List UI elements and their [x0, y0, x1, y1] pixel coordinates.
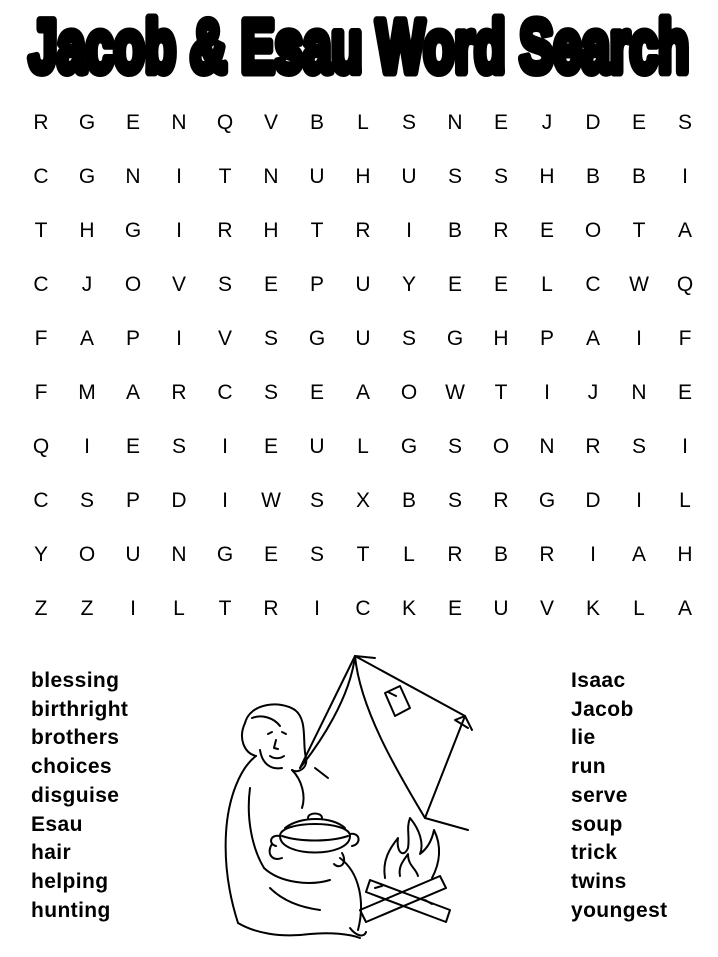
grid-letter: R [447, 543, 463, 566]
grid-letter: E [263, 273, 278, 296]
grid-letter: U [355, 327, 371, 350]
grid-letter: I [176, 219, 182, 242]
esau-figure-icon [226, 704, 366, 938]
word-list-item: brothers [31, 726, 120, 750]
grid-letter: U [401, 165, 417, 188]
grid-letter: J [541, 111, 553, 134]
grid-letter: Y [401, 273, 416, 296]
word-list-item: soup [571, 812, 623, 836]
grid-letter: T [356, 543, 370, 566]
grid-letter: J [587, 381, 599, 404]
grid-letter: B [309, 111, 324, 134]
grid-letter: G [308, 327, 326, 350]
grid-row [18, 258, 708, 312]
grid-letter: L [357, 111, 369, 134]
word-list-item: Isaac [571, 669, 626, 692]
esau-soup-campfire-illustration [210, 648, 520, 948]
grid-letter: S [217, 273, 232, 296]
grid-letter: A [585, 327, 600, 350]
grid-letter: S [493, 165, 508, 188]
grid-letter: D [585, 111, 601, 134]
grid-letter: N [125, 165, 141, 188]
word-list-item: lie [571, 726, 596, 750]
word-list-item: hair [31, 841, 72, 865]
grid-letter: F [34, 327, 48, 350]
grid-letter: S [309, 543, 324, 566]
grid-letter: A [355, 381, 370, 404]
grid-letter: P [125, 327, 140, 350]
word-list-item: disguise [31, 783, 120, 807]
grid-letter: W [261, 489, 281, 512]
word-list-item: blessing [31, 669, 120, 692]
grid-letter: R [217, 219, 233, 242]
grid-letter: S [631, 435, 646, 458]
grid-letter: X [355, 489, 370, 512]
grid-letter: E [677, 381, 692, 404]
grid-letter: B [401, 489, 416, 512]
grid-letter: I [130, 597, 136, 620]
grid-letter: T [218, 597, 232, 620]
grid-letter: R [263, 597, 279, 620]
grid-letter: V [539, 597, 554, 620]
grid-letter: S [309, 489, 324, 512]
tent-icon [300, 656, 472, 830]
campfire-icon [360, 818, 450, 922]
grid-letter: H [263, 219, 279, 242]
grid-letter: S [263, 381, 278, 404]
grid-letter: G [78, 111, 96, 134]
grid-letter: C [33, 273, 49, 296]
grid-letter: F [34, 381, 48, 404]
grid-letter: L [541, 273, 553, 296]
grid-letter: R [493, 489, 509, 512]
grid-letter: I [682, 435, 688, 458]
grid-row [18, 366, 708, 420]
grid-letter: Q [216, 111, 234, 134]
grid-letter: O [78, 543, 96, 566]
grid-letter: A [677, 597, 692, 620]
grid-letter: B [631, 165, 646, 188]
grid-letter: O [584, 219, 602, 242]
grid-letter: N [263, 165, 279, 188]
grid-letter: E [631, 111, 646, 134]
grid-row [18, 312, 708, 366]
grid-letter: Y [33, 543, 48, 566]
grid-letter: H [539, 165, 555, 188]
grid-letter: E [125, 435, 140, 458]
grid-letter: W [445, 381, 465, 404]
grid-letter: R [355, 219, 371, 242]
grid-letter: V [217, 327, 232, 350]
grid-letter: P [539, 327, 554, 350]
grid-letter: Z [34, 597, 48, 620]
grid-letter: L [403, 543, 415, 566]
grid-letter: F [678, 327, 692, 350]
grid-letter: R [171, 381, 187, 404]
grid-letter: D [171, 489, 187, 512]
grid-letter: I [314, 597, 320, 620]
word-list-right [571, 667, 668, 925]
grid-row [18, 420, 708, 474]
grid-letter: A [631, 543, 646, 566]
grid-letter: L [633, 597, 645, 620]
word-list-item: hunting [31, 898, 111, 922]
grid-letter: S [401, 111, 416, 134]
grid-letter: N [447, 111, 463, 134]
grid-letter: E [125, 111, 140, 134]
grid-letter: S [401, 327, 416, 350]
grid-letter: T [34, 219, 48, 242]
word-list-item: run [571, 755, 607, 779]
grid-letter: N [171, 543, 187, 566]
grid-letter: I [176, 327, 182, 350]
grid-letter: Q [32, 435, 50, 458]
grid-letter: U [125, 543, 141, 566]
word-list-item: Esau [31, 812, 83, 836]
grid-letter: S [447, 489, 462, 512]
grid-letter: S [447, 435, 462, 458]
grid-letter: I [636, 327, 642, 350]
grid-letter: Z [80, 597, 94, 620]
grid-letter: E [539, 219, 554, 242]
grid-letter: O [492, 435, 510, 458]
grid-letter: J [81, 273, 93, 296]
page-title [0, 0, 718, 84]
grid-letter: I [590, 543, 596, 566]
grid-letter: R [585, 435, 601, 458]
grid-letter: E [447, 597, 462, 620]
grid-row [18, 204, 708, 258]
grid-letter: Q [676, 273, 694, 296]
grid-letter: P [309, 273, 324, 296]
word-list-item: birthright [31, 697, 129, 721]
grid-row [18, 96, 708, 150]
grid-letter: P [125, 489, 140, 512]
word-list-item: choices [31, 755, 113, 779]
grid-letter: S [677, 111, 692, 134]
word-list-left [31, 667, 128, 925]
grid-letter: C [33, 489, 49, 512]
grid-row [18, 528, 708, 582]
grid-letter: E [263, 543, 278, 566]
grid-letter: B [585, 165, 600, 188]
grid-letter: E [263, 435, 278, 458]
grid-letter: M [78, 381, 96, 404]
grid-letter: W [629, 273, 649, 296]
word-list-item: Jacob [571, 697, 634, 721]
grid-letter: U [493, 597, 509, 620]
grid-letter: I [682, 165, 688, 188]
grid-letter: S [79, 489, 94, 512]
grid-row [18, 582, 708, 636]
grid-letter: N [631, 381, 647, 404]
grid-letter: I [544, 381, 550, 404]
word-list-item: twins [571, 869, 627, 893]
grid-letter: C [585, 273, 601, 296]
grid-letter: U [309, 435, 325, 458]
grid-letter: O [400, 381, 418, 404]
grid-letter: U [355, 273, 371, 296]
grid-letter: G [538, 489, 556, 512]
grid-letter: G [446, 327, 464, 350]
grid-letter: A [125, 381, 140, 404]
grid-letter: V [263, 111, 278, 134]
grid-letter: G [78, 165, 96, 188]
grid-letter: I [84, 435, 90, 458]
grid-letter: T [218, 165, 232, 188]
grid-letter: E [447, 273, 462, 296]
grid-letter: A [677, 219, 692, 242]
grid-letter: H [677, 543, 693, 566]
grid-row [18, 474, 708, 528]
grid-letter: R [33, 111, 49, 134]
grid-letter: G [124, 219, 142, 242]
grid-letter: R [493, 219, 509, 242]
grid-letter: C [217, 381, 233, 404]
word-list-item: serve [571, 783, 628, 807]
grid-letter: U [309, 165, 325, 188]
grid-letter: T [310, 219, 324, 242]
word-list-item: trick [571, 841, 618, 865]
title-text: Jacob & Esau Word Search [29, 5, 689, 84]
grid-letter: G [400, 435, 418, 458]
letter-grid [18, 96, 708, 636]
word-list-item: youngest [571, 898, 668, 922]
grid-letter: S [447, 165, 462, 188]
grid-letter: S [263, 327, 278, 350]
grid-letter: I [406, 219, 412, 242]
grid-letter: I [222, 435, 228, 458]
grid-letter: T [632, 219, 646, 242]
grid-letter: L [173, 597, 185, 620]
grid-letter: N [171, 111, 187, 134]
grid-letter: E [493, 111, 508, 134]
word-list-item: helping [31, 869, 109, 893]
grid-letter: K [401, 597, 416, 620]
grid-letter: V [171, 273, 186, 296]
grid-row [18, 150, 708, 204]
grid-letter: R [539, 543, 555, 566]
grid-letter: L [679, 489, 691, 512]
grid-letter: D [585, 489, 601, 512]
grid-letter: E [309, 381, 324, 404]
grid-letter: H [355, 165, 371, 188]
grid-letter: T [494, 381, 508, 404]
grid-letter: S [171, 435, 186, 458]
grid-letter: G [216, 543, 234, 566]
grid-letter: I [222, 489, 228, 512]
grid-letter: I [636, 489, 642, 512]
grid-letter: K [585, 597, 600, 620]
grid-letter: H [493, 327, 509, 350]
grid-letter: B [447, 219, 462, 242]
grid-letter: A [79, 327, 94, 350]
title-lettering [0, 0, 718, 84]
grid-letter: N [539, 435, 555, 458]
grid-letter: C [33, 165, 49, 188]
grid-letter: H [79, 219, 95, 242]
grid-letter: I [176, 165, 182, 188]
grid-letter: O [124, 273, 142, 296]
grid-letter: C [355, 597, 371, 620]
grid-letter: L [357, 435, 369, 458]
grid-letter: B [493, 543, 508, 566]
title-outline: Jacob & Esau Word Search [29, 5, 689, 84]
grid-letter: E [493, 273, 508, 296]
